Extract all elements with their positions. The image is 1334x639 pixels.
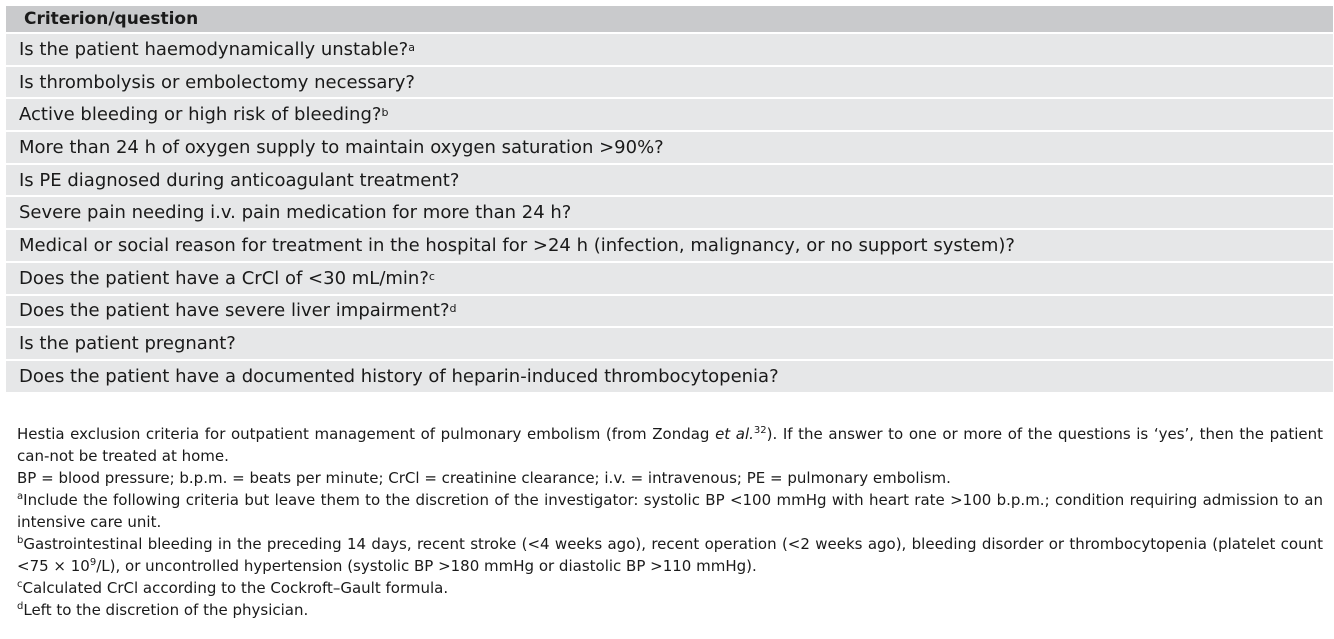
- table-notes: [17, 423, 1323, 621]
- table-row: [6, 294, 1333, 327]
- footnote-marker: b: [381, 106, 389, 120]
- criterion-text: Is the patient pregnant?: [19, 333, 236, 355]
- table-row: [6, 326, 1333, 359]
- table-header: [6, 6, 1333, 32]
- table-row: [6, 97, 1333, 130]
- abbreviations-note: BP = blood pressure; b.p.m. = beats per minute; CrCl = creatinine clearance; i.v. = intravenous; PE = pulmonary embolism.: [17, 469, 951, 487]
- table-row: [6, 228, 1333, 261]
- criterion-text: Medical or social reason for treatment in the hospital for >24 h (infection, malignancy, or no support system)?: [19, 234, 1015, 256]
- table-body: [6, 32, 1333, 392]
- table-row: [6, 130, 1333, 163]
- table-row: [6, 65, 1333, 98]
- criterion-text: More than 24 h of oxygen supply to maintain oxygen saturation >90%?: [19, 136, 664, 158]
- footnote-marker: c: [428, 269, 435, 283]
- table-row: [6, 163, 1333, 196]
- table-header-label: Criterion/question: [24, 9, 199, 29]
- criteria-table: [6, 6, 1333, 392]
- table-row: [6, 359, 1333, 392]
- criterion-text: Severe pain needing i.v. pain medication for more than 24 h?: [19, 202, 572, 224]
- footnote-d: $^d$Left to the discretion of the physician.: [17, 601, 309, 619]
- footnote-marker: d: [449, 302, 457, 316]
- criterion-text: Does the patient have a documented history of heparin-induced thrombocytopenia?: [19, 365, 779, 387]
- criterion-text: Is thrombolysis or embolectomy necessary?: [19, 71, 415, 93]
- footnote-b: $^b$Gastrointestinal bleeding in the preceding 14 days, recent stroke (<4 weeks ago), recent operation (<2 weeks ago), bleeding disorder or thrombocytopenia (platelet count $<75 \times 10^9/L$), or uncontrolled hypertension (systolic BP >180 mmHg or diastolic BP >110 mmHg).: [17, 535, 1323, 575]
- criterion-text: Is the patient haemodynamically unstable?: [19, 38, 409, 60]
- footnote-c: $^c$Calculated CrCl according to the Cockroft–Gault formula.: [17, 579, 449, 597]
- footnote-marker: a: [408, 40, 415, 54]
- criterion-text: Active bleeding or high risk of bleeding?: [19, 104, 382, 126]
- table-caption: Hestia exclusion criteria for outpatient management of pulmonary embolism (from Zondag et al.$^{32}$). If the answer to one or more of the questions is ‘yes’, then the patient can-not be treated at home.: [17, 425, 1323, 465]
- footnote-a: $^a$Include the following criteria but leave them to the discretion of the investigator: systolic BP <100 mmHg with heart rate >100 b.p.m.; condition requiring admission to an intensive care unit.: [17, 491, 1323, 531]
- criterion-text: Is PE diagnosed during anticoagulant treatment?: [19, 169, 460, 191]
- table-row: [6, 195, 1333, 228]
- table-row: [6, 32, 1333, 65]
- criterion-text: Does the patient have a CrCl of <30 mL/min?: [19, 267, 429, 289]
- criterion-text: Does the patient have severe liver impairment?: [19, 300, 450, 322]
- table-row: [6, 261, 1333, 294]
